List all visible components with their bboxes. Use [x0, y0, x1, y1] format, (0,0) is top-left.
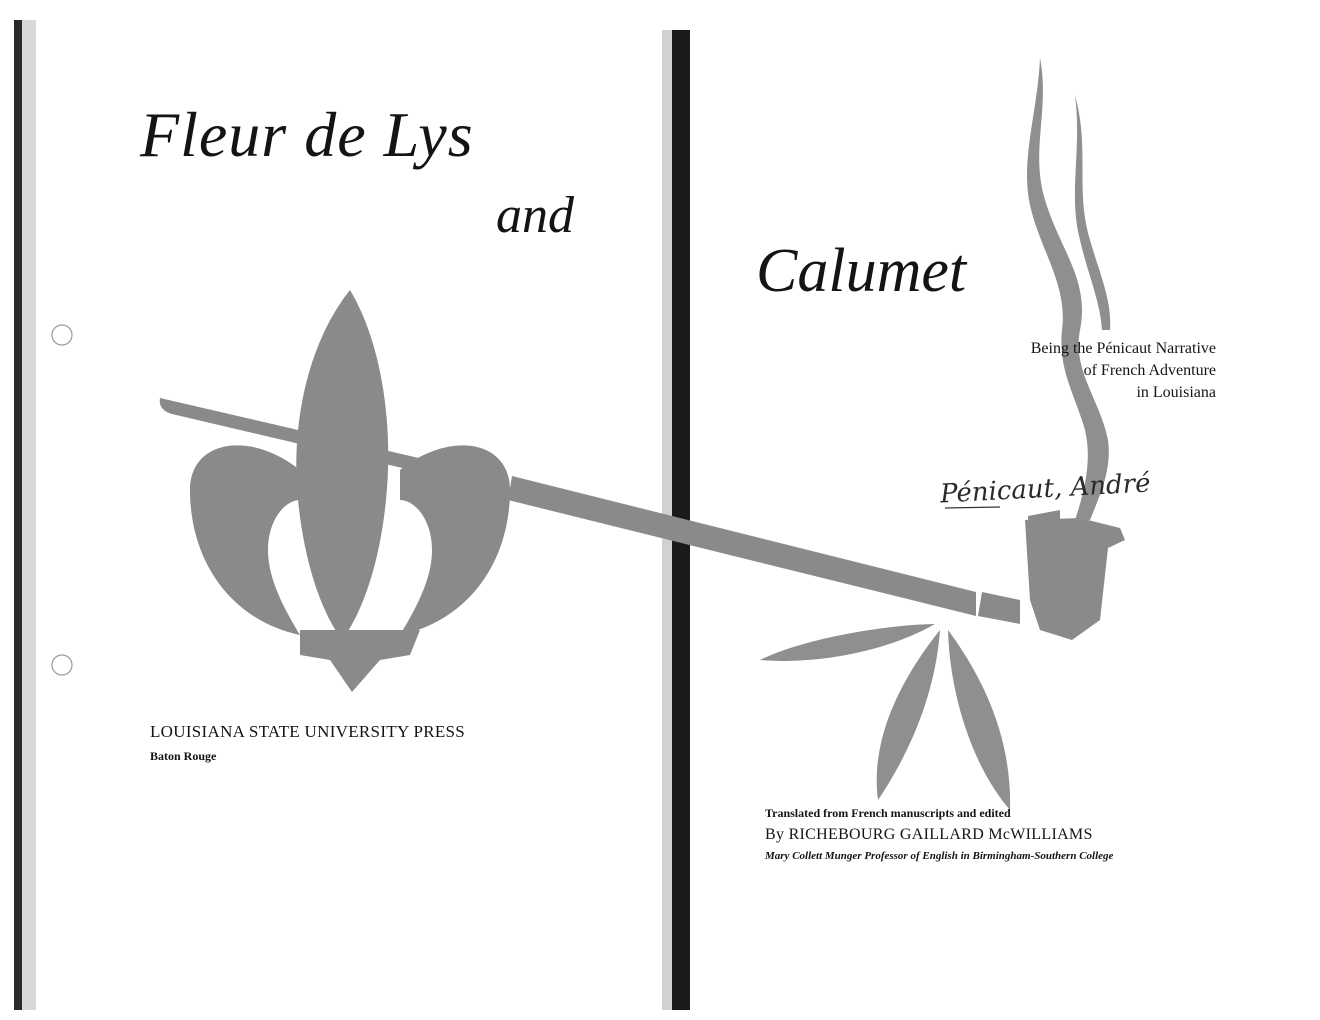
left-scan-edge	[14, 20, 22, 1010]
publisher-name: LOUISIANA STATE UNIVERSITY PRESS	[150, 722, 466, 741]
credit-professorship: Mary Collett Munger Professor of English in Birmingham-Southern College	[765, 850, 1114, 862]
left-scan-shade	[22, 20, 36, 1010]
subtitle-line-1: Being the Pénicaut Narrative	[1030, 340, 1216, 357]
binder-hole-bottom	[52, 655, 72, 675]
publisher-city: Baton Rouge	[150, 749, 217, 763]
smoke-illustration	[1027, 58, 1110, 520]
credit-translated: Translated from French manuscripts and edited	[765, 806, 1011, 820]
leaves-illustration	[760, 624, 1010, 810]
handwritten-note: Pénicaut, André	[939, 468, 1152, 510]
credit-author: By RICHEBOURG GAILLARD McWILLIAMS	[765, 826, 1093, 843]
title-fleur-de-lys: Fleur de Lys	[140, 99, 474, 170]
title-calumet: Calumet	[756, 237, 967, 305]
subtitle-block	[1031, 338, 1216, 404]
fleur-de-lis-illustration	[190, 290, 510, 692]
subtitle-line-2: of French Adventure	[1083, 362, 1216, 379]
subtitle-line-3: in Louisiana	[1136, 384, 1216, 401]
binder-hole-top	[52, 325, 72, 345]
title-and: and	[496, 187, 574, 244]
